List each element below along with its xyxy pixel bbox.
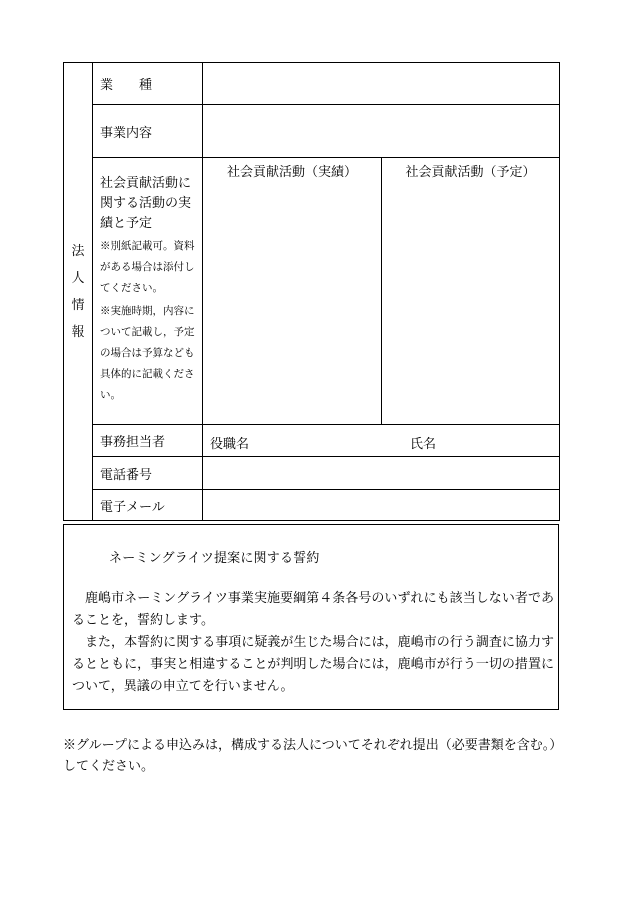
business-content-label: 事業内容 bbox=[93, 105, 203, 158]
industry-field[interactable] bbox=[203, 63, 560, 105]
side-label-char: 報 bbox=[71, 324, 85, 340]
contact-person-label: 事務担当者 bbox=[93, 425, 203, 457]
side-label-char: 人 bbox=[71, 270, 85, 286]
csr-plan-header: 社会貢献活動（予定） bbox=[405, 165, 536, 180]
phone-field[interactable] bbox=[203, 457, 560, 490]
position-label: 役職名 bbox=[210, 437, 250, 452]
contact-person-field[interactable] bbox=[203, 425, 560, 457]
csr-plan-field[interactable] bbox=[382, 158, 560, 425]
pledge-paragraph-2: また，本誓約に関する事項に疑義が生じた場合には，鹿嶋市の行う調査に協力するとともに，事実と相違することが判明した場合には，鹿嶋市が行う一切の措置について，異議の申立てを行いません。 bbox=[72, 635, 554, 694]
csr-activity-label: 社会貢献活動に関する活動の実績と予定 ※別紙記載可。資料がある場合は添付してください。 ※実施時期，内容について記載し，予定の場合は予算なども具体的に記載ください。 bbox=[93, 158, 203, 425]
corporate-info-side-label bbox=[64, 63, 93, 521]
csr-note-attachment: ※別紙記載可。資料がある場合は添付してください。 bbox=[100, 240, 195, 294]
email-label: 電子メール bbox=[93, 490, 203, 521]
pledge-title: ネーミングライツ提案に関する誓約 bbox=[109, 551, 320, 566]
side-label-char: 法 bbox=[71, 243, 85, 259]
business-content-field[interactable] bbox=[203, 105, 560, 158]
csr-note-details: ※実施時期，内容について記載し，予定の場合は予算なども具体的に記載ください。 bbox=[100, 305, 195, 401]
csr-actual-field[interactable] bbox=[203, 158, 382, 425]
industry-label: 業 種 bbox=[93, 63, 203, 105]
side-label-char: 情 bbox=[71, 297, 85, 313]
corporate-info-table bbox=[63, 62, 560, 521]
pledge-body bbox=[72, 588, 554, 698]
phone-label: 電話番号 bbox=[93, 457, 203, 490]
pledge-paragraph-1: 鹿嶋市ネーミングライツ事業実施要綱第４条各号のいずれにも該当しない者であることを，誓約します。 bbox=[72, 591, 554, 628]
name-label: 氏名 bbox=[410, 437, 437, 452]
csr-actual-header: 社会貢献活動（実績） bbox=[226, 165, 357, 180]
group-application-footnote: ※グループによる申込みは，構成する法人についてそれぞれ提出（必要書類を含む。）してください。 bbox=[63, 738, 563, 774]
email-field[interactable] bbox=[203, 490, 560, 521]
pledge-box bbox=[63, 524, 559, 710]
